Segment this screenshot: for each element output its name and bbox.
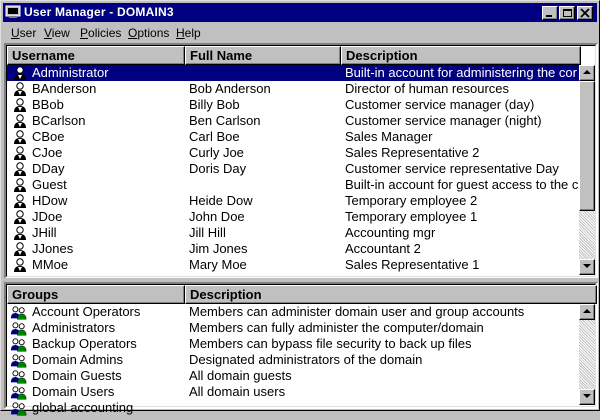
users-scroll-up-button[interactable] (579, 65, 595, 81)
groups-header (7, 285, 597, 304)
user-username: Administrator (32, 65, 109, 80)
group-name: Domain Users (32, 384, 115, 399)
group-icon (10, 337, 28, 352)
user-description: Sales Representative 1 (345, 257, 480, 272)
arrow-down-icon (583, 264, 591, 269)
user-row[interactable] (7, 241, 581, 257)
user-row[interactable] (7, 161, 581, 177)
column-header-username[interactable]: Username (7, 46, 185, 65)
user-username: JHill (32, 225, 57, 240)
user-icon (12, 162, 28, 177)
groups-scroll-down-button[interactable] (579, 389, 595, 405)
user-icon (12, 210, 28, 225)
user-icon (12, 98, 28, 113)
user-full-name: Bob Anderson (189, 81, 271, 96)
user-username: BCarlson (32, 113, 86, 128)
user-username: HDow (32, 193, 68, 208)
group-name: global accounting (32, 400, 134, 415)
user-description: Built-in account for guest access to the c (345, 177, 579, 192)
user-full-name: Mary Moe (189, 257, 247, 272)
group-icon (10, 305, 28, 320)
user-icon (12, 242, 28, 257)
user-icon (12, 146, 28, 161)
user-row[interactable] (7, 257, 581, 273)
groups-scrollbar[interactable] (579, 304, 595, 405)
user-description: Accountant 2 (345, 241, 421, 256)
group-name: Domain Admins (32, 352, 124, 367)
user-row[interactable] (7, 177, 581, 193)
group-row[interactable] (7, 368, 581, 384)
user-icon (12, 114, 28, 129)
window-title: User Manager - DOMAIN3 (24, 5, 174, 19)
user-full-name: Ben Carlson (189, 113, 261, 128)
close-button[interactable] (577, 6, 593, 20)
group-description: All domain guests (189, 368, 292, 383)
user-full-name: Jim Jones (189, 241, 248, 256)
menu-bar (3, 23, 597, 42)
user-description: Temporary employee 2 (345, 193, 478, 208)
user-full-name: Carl Boe (189, 129, 240, 144)
group-description: Members can administer domain user and group accounts (189, 304, 525, 319)
group-icon (10, 385, 28, 400)
group-icon (10, 321, 28, 336)
user-row[interactable] (7, 225, 581, 241)
group-row[interactable] (7, 304, 581, 320)
maximize-button[interactable] (559, 6, 575, 20)
user-icon (12, 82, 28, 97)
maximize-icon (563, 9, 572, 18)
users-list[interactable] (6, 45, 596, 277)
user-icon (12, 226, 28, 241)
app-icon[interactable] (6, 6, 20, 18)
user-username: Guest (32, 177, 67, 192)
group-description: Members can bypass file security to back up files (189, 336, 472, 351)
group-row[interactable] (7, 336, 581, 352)
user-description: Temporary employee 1 (345, 209, 478, 224)
group-description: All domain users (189, 384, 286, 399)
user-row[interactable] (7, 65, 581, 81)
column-header-full-name[interactable]: Full Name (185, 46, 341, 65)
group-icon (10, 401, 28, 416)
user-row[interactable] (7, 209, 581, 225)
group-row[interactable] (7, 320, 581, 336)
column-header-group-description[interactable]: Description (185, 285, 597, 304)
close-icon (581, 9, 590, 18)
user-description: Customer service manager (night) (345, 113, 542, 128)
users-scroll-thumb[interactable] (579, 81, 595, 211)
group-row[interactable] (7, 352, 581, 368)
arrow-up-icon (583, 70, 591, 75)
user-row[interactable] (7, 97, 581, 113)
user-row[interactable] (7, 81, 581, 97)
user-description: Director of human resources (345, 81, 510, 96)
user-username: DDay (32, 161, 65, 176)
users-header (7, 46, 581, 65)
user-full-name: Doris Day (189, 161, 247, 176)
group-name: Account Operators (32, 304, 141, 319)
user-full-name: Heide Dow (189, 193, 253, 208)
user-description: Sales Representative 2 (345, 145, 480, 160)
user-full-name: Jill Hill (189, 225, 226, 240)
title-bar[interactable] (3, 3, 597, 22)
menu-options[interactable]: Options (128, 26, 170, 40)
user-username: CBoe (32, 129, 65, 144)
user-icon (12, 258, 28, 273)
user-description: Customer service manager (day) (345, 97, 535, 112)
group-description: Members can fully administer the computer/domain (189, 320, 484, 335)
group-icon (10, 353, 28, 368)
user-username: MMoe (32, 257, 69, 272)
minimize-icon (546, 9, 554, 17)
column-header-groups[interactable]: Groups (7, 285, 185, 304)
menu-help[interactable]: Help (176, 26, 201, 40)
menu-policies[interactable]: Policies (80, 26, 122, 40)
user-username: BBob (32, 97, 64, 112)
user-icon (12, 130, 28, 145)
user-full-name: Billy Bob (189, 97, 240, 112)
user-description: Customer service representative Day (345, 161, 559, 176)
column-header-description[interactable]: Description (341, 46, 581, 65)
user-full-name: John Doe (189, 209, 245, 224)
arrow-up-icon (583, 309, 591, 314)
user-username: CJoe (32, 145, 63, 160)
user-username: JDoe (32, 209, 63, 224)
group-row[interactable] (7, 384, 581, 400)
group-description: Designated administrators of the domain (189, 352, 423, 367)
group-icon (10, 369, 28, 384)
group-name: Backup Operators (32, 336, 137, 351)
user-row[interactable] (7, 145, 581, 161)
user-username: BAnderson (32, 81, 97, 96)
groups-pane (4, 282, 598, 415)
group-name: Domain Guests (32, 368, 122, 383)
user-description: Sales Manager (345, 129, 433, 144)
user-row[interactable] (7, 193, 581, 209)
menu-user[interactable]: User (11, 26, 37, 40)
users-scrollbar[interactable] (579, 65, 595, 275)
group-row[interactable] (7, 400, 581, 416)
user-icon (12, 66, 28, 81)
user-description: Accounting mgr (345, 225, 436, 240)
user-row[interactable] (7, 129, 581, 145)
minimize-button[interactable] (542, 6, 558, 20)
group-name: Administrators (32, 320, 116, 335)
user-icon (12, 178, 28, 193)
arrow-down-icon (583, 394, 591, 399)
menu-view[interactable]: View (44, 26, 70, 40)
user-icon (12, 194, 28, 209)
user-description: Built-in account for administering the cor (345, 65, 577, 80)
user-row[interactable] (7, 113, 581, 129)
groups-list[interactable] (6, 284, 596, 415)
users-pane (4, 43, 598, 279)
users-scroll-down-button[interactable] (579, 259, 595, 275)
groups-scroll-up-button[interactable] (579, 304, 595, 320)
user-username: JJones (32, 241, 74, 256)
user-full-name: Curly Joe (189, 145, 244, 160)
